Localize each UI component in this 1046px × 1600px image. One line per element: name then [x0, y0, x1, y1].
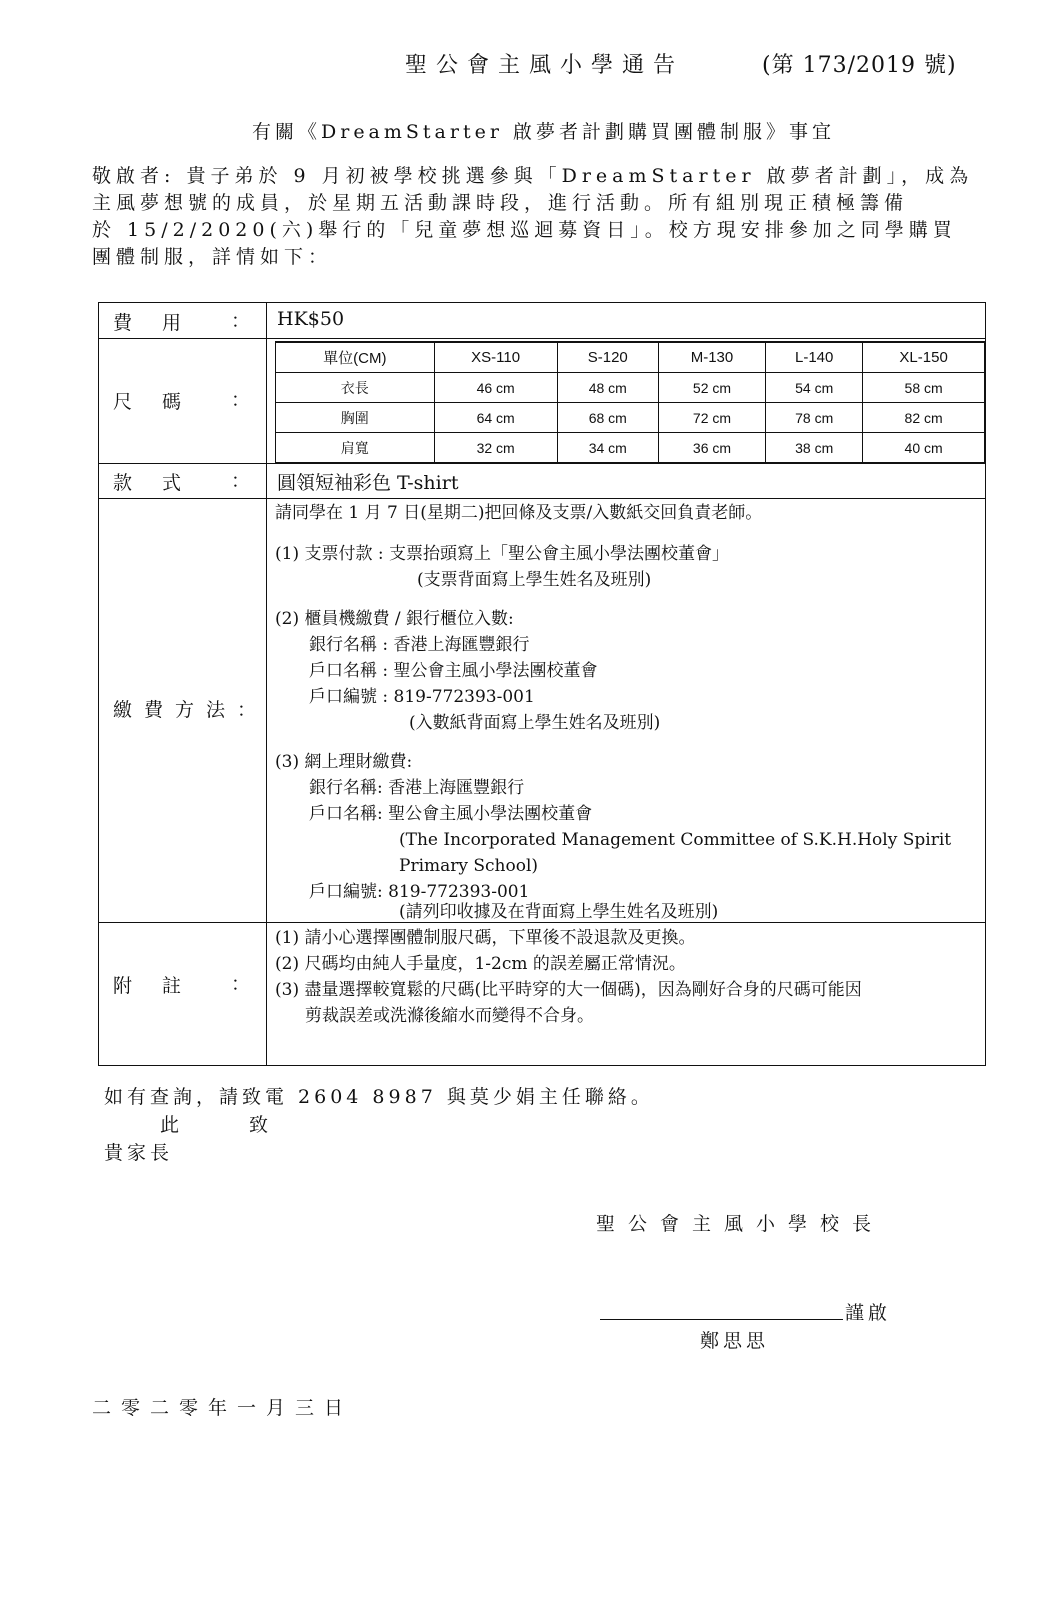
fee-label: 費用	[113, 312, 212, 334]
size-cell: 48 cm	[557, 373, 658, 403]
payment-line: (支票背面寫上學生姓名及班別)	[417, 570, 652, 590]
payment-line: 請同學在 1 月 7 日(星期二)把回條及支票/入數紙交回負責老師。	[275, 503, 763, 523]
remarks-line: (1) 請小心選擇團體制服尺碼，下單後不設退款及更換。	[275, 928, 696, 948]
payment-line: (The Incorporated Management Committee of S.K.H.Holy Spirit	[399, 830, 952, 850]
notice-date: 二零二零年一月三日	[92, 1397, 354, 1419]
payment-line: 戶口編號: 819-772393-001	[309, 882, 530, 902]
intro-line: 敬啟者: 貴子弟於 9 月初被學校挑選參與「DreamStarter 啟夢者計劃」，成為	[92, 165, 974, 187]
size-label: 尺碼	[113, 391, 212, 413]
style-value: 圓領短袖彩色 T-shirt	[277, 472, 459, 494]
size-chart-header	[276, 342, 985, 373]
fee-value: HK$50	[277, 308, 345, 330]
fee-colon: ：	[231, 310, 251, 332]
payment-line: 銀行名稱 : 香港上海匯豐銀行	[309, 635, 530, 655]
recipient-line: 貴家長	[104, 1142, 174, 1164]
intro-paragraph	[92, 163, 987, 271]
size-cell: 40 cm	[863, 433, 985, 463]
payment-line: (3) 網上理財繳費:	[275, 752, 413, 772]
payment-line: (請列印收據及在背面寫上學生姓名及班別)	[399, 902, 719, 922]
size-header-cell: XL-150	[863, 342, 985, 373]
remarks-line: (3) 盡量選擇較寬鬆的尺碼(比平時穿的大一個碼)，因為剛好合身的尺碼可能因	[275, 980, 862, 1000]
size-chart	[275, 341, 985, 463]
intro-line: 於 15/2/2020(六)舉行的「兒童夢想巡迴募資日」。校方現安排參加之同學購買	[92, 219, 957, 241]
details-table	[98, 302, 986, 1066]
row-divider	[99, 338, 985, 339]
size-header-cell: S-120	[557, 342, 658, 373]
column-divider	[266, 303, 267, 1065]
size-cell: 肩寬	[276, 433, 435, 463]
size-cell: 82 cm	[863, 403, 985, 433]
size-cell: 38 cm	[766, 433, 863, 463]
signatory-title: 聖公會主風小學校長	[596, 1213, 885, 1235]
size-cell: 46 cm	[434, 373, 557, 403]
size-header-cell: 單位(CM)	[276, 342, 435, 373]
remarks-colon: ：	[231, 973, 251, 995]
notice-subject: 有關《DreamStarter 啟夢者計劃購買團體制服》事宜	[252, 121, 835, 143]
size-colon: ：	[231, 389, 251, 411]
intro-line: 團體制服，詳情如下：	[92, 246, 333, 268]
size-cell: 32 cm	[434, 433, 557, 463]
size-cell: 胸圍	[276, 403, 435, 433]
payment-line: (入數紙背面寫上學生姓名及班別)	[409, 713, 661, 733]
size-cell: 52 cm	[658, 373, 765, 403]
payment-line: Primary School)	[399, 856, 539, 876]
regards-line: 此 致	[160, 1114, 301, 1136]
style-colon: ：	[231, 470, 251, 492]
size-cell: 58 cm	[863, 373, 985, 403]
size-header-cell: XS-110	[434, 342, 557, 373]
payment-line: 戶口名稱: 聖公會主風小學法團校董會	[309, 804, 593, 824]
sign-off: 謹啟	[845, 1302, 892, 1324]
row-divider	[99, 463, 985, 464]
size-header-cell: M-130	[658, 342, 765, 373]
table-row	[276, 433, 985, 463]
size-cell: 34 cm	[557, 433, 658, 463]
size-cell: 68 cm	[557, 403, 658, 433]
size-header-cell: L-140	[766, 342, 863, 373]
size-cell: 64 cm	[434, 403, 557, 433]
remarks-line: (2) 尺碼均由純人手量度，1-2cm 的誤差屬正常情況。	[275, 954, 686, 974]
table-row	[276, 373, 985, 403]
signature-line	[600, 1319, 843, 1320]
table-row	[276, 403, 985, 433]
row-divider	[99, 498, 985, 499]
size-cell: 72 cm	[658, 403, 765, 433]
size-cell: 54 cm	[766, 373, 863, 403]
payment-line: 戶口編號 : 819-772393-001	[309, 687, 535, 707]
style-label: 款式	[113, 472, 212, 494]
size-cell: 衣長	[276, 373, 435, 403]
payment-line: 銀行名稱: 香港上海匯豐銀行	[309, 778, 525, 798]
remarks-label: 附註	[113, 975, 212, 997]
payment-line: (2) 櫃員機繳費 / 銀行櫃位入數:	[275, 609, 514, 629]
size-cell: 78 cm	[766, 403, 863, 433]
enquiry-line: 如有查詢，請致電 2604 8987 與莫少娟主任聯絡。	[104, 1086, 654, 1108]
notice-title: 聖公會主風小學通告	[405, 53, 685, 78]
payment-line: 戶口名稱 : 聖公會主風小學法團校董會	[309, 661, 598, 681]
principal-name: 鄭思思	[700, 1330, 770, 1352]
payment-line: (1) 支票付款 : 支票抬頭寫上「聖公會主風小學法團校董會」	[275, 544, 730, 564]
notice-number: (第 173/2019 號)	[762, 53, 957, 78]
intro-line: 主風夢想號的成員，於星期五活動課時段，進行活動。所有組別現正積極籌備	[92, 192, 909, 214]
payment-label: 繳費方法：	[113, 699, 269, 721]
remarks-line: 剪裁誤差或洗滌後縮水而變得不合身。	[305, 1006, 594, 1026]
size-cell: 36 cm	[658, 433, 765, 463]
